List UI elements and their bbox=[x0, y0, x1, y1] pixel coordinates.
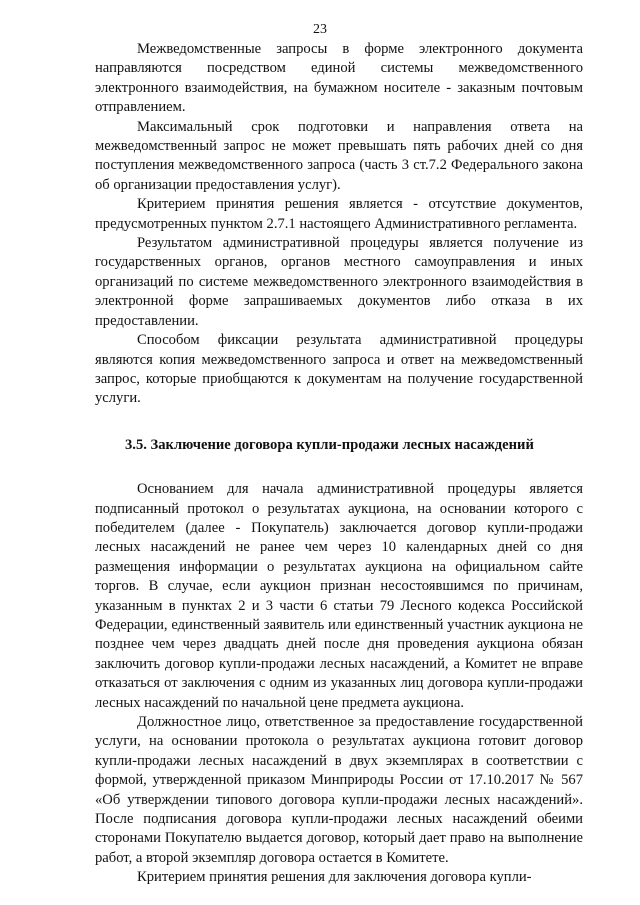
paragraph-decision-criterion: Критерием принятия решения является - отсутствие документов, предусмотренных пунктом 2.7.1 настоящего Административного регламента. bbox=[95, 196, 583, 232]
paragraph-procedure-basis: Основанием для начала административной процедуры является подписанный протокол о результатах аукциона, на основании которого с победителем (далее - Покупатель) заключается договор купли-продажи лесных насаждений не ранее чем через 10 календарных дней со дня размещения информации о результатах аукциона на официальном сайте торгов. В случае, если аукцион признан несостоявшимся по причинам, указанным в пунктах 2 и 3 части 6 статьи 79 Лесного кодекса Российской Федерации, единственный заявитель или единственный участник аукциона не позднее чем через двадцать дней после дня проведения аукциона обязан заключить договор купли-продажи лесных насаждений, а Комитет не вправе отказаться от заключения с одним из указанных лиц договора купли-продажи лесных насаждений по начальной цене предмета аукциона. bbox=[95, 481, 583, 711]
document-body bbox=[95, 40, 583, 888]
paragraph-interagency-requests: Межведомственные запросы в форме электронного документа направляются посредством единой системы межведомственного электронного взаимодействия, на бумажном носителе - заказным почтовым отправлением. bbox=[95, 41, 583, 116]
paragraph-contract-preparation: Должностное лицо, ответственное за предоставление государственной услуги, на основании протокола о результатах аукциона готовит договор купли-продажи лесных насаждений в двух экземплярах в соответствии с формой, утвержденной приказом Минприроды России от 17.10.2017 № 567 «Об утверждении типового договора купли-продажи лесных насаждений». После подписания договора купли-продажи лесных насаждений обеими сторонами Покупателю выдается договор, который дает право на выполнение работ, а второй экземпляр договора остается в Комитете. bbox=[95, 714, 583, 866]
paragraph-contract-criterion: Критерием принятия решения для заключения договора купли- bbox=[137, 869, 532, 886]
page-number: 23 bbox=[313, 22, 327, 37]
section-heading: 3.5. Заключение договора купли-продажи лесных насаждений bbox=[125, 436, 534, 453]
paragraph-result-fixation: Способом фиксации результата административной процедуры являются копия межведомственного запроса и ответ на межведомственный запрос, которые приобщаются к документам на получение государственной услуги. bbox=[95, 332, 583, 407]
paragraph-response-deadline: Максимальный срок подготовки и направления ответа на межведомственный запрос не может превышать пять рабочих дней со дня поступления межведомственного запроса (часть 3 ст.7.2 Федерального закона об организации предоставления услуг). bbox=[95, 118, 583, 193]
paragraph-procedure-result: Результатом административной процедуры является получение из государственных органов, органов местного самоуправления и иных организаций по системе межведомственного электронного взаимодействия в электронной форме запрашиваемых документов либо отказа в их предоставлении. bbox=[95, 235, 583, 329]
